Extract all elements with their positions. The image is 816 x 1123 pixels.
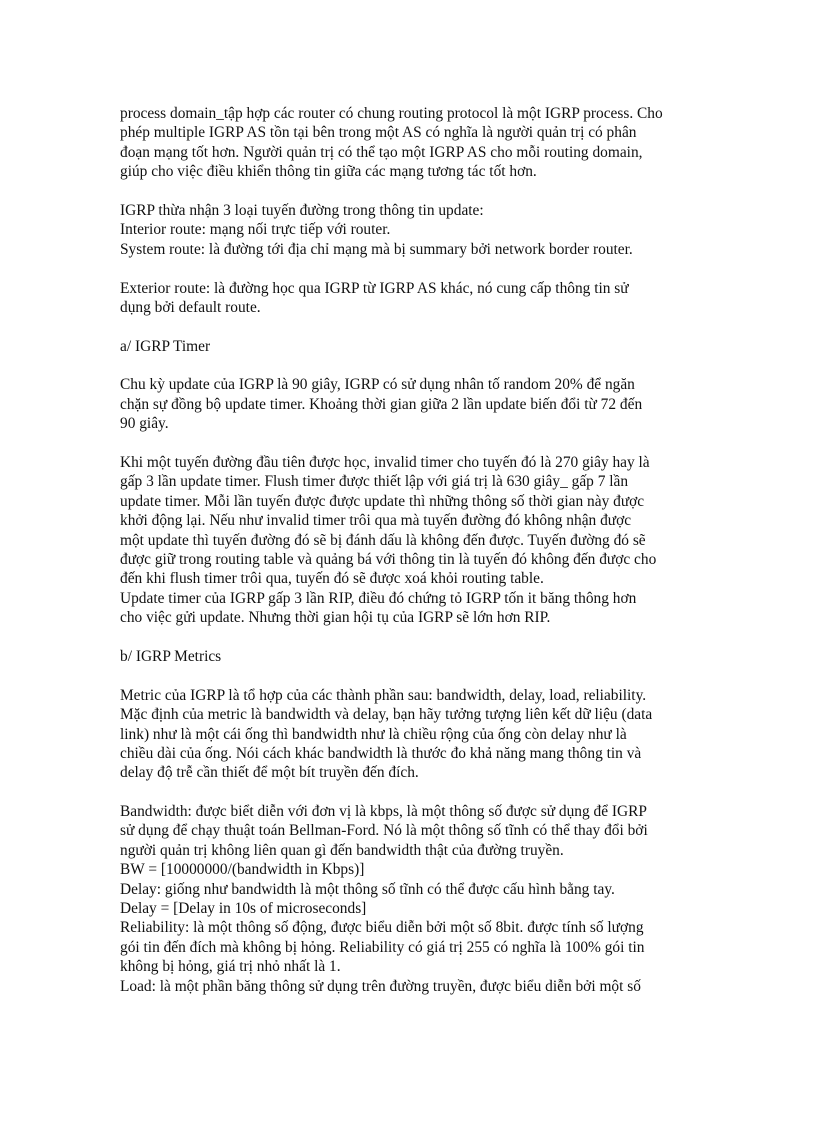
text-line: Load: là một phần băng thông sử dụng trên đường truyền, được biểu diễn bởi một số	[120, 977, 641, 995]
text-line: Bandwidth: được biểt diễn với đơn vị là kbps, là một thông số được sử dụng để IGRP	[120, 803, 647, 821]
blank-line	[120, 356, 710, 375]
blank-line	[120, 628, 710, 647]
text-line: một update thì tuyến đường đó sẽ bị đánh dấu là không đến được. Tuyến đường đó sẽ	[120, 531, 646, 549]
text-line: Metric của IGRP là tổ hợp của các thành phần sau: bandwidth, delay, load, reliability.	[120, 686, 647, 704]
blank-line	[120, 666, 710, 685]
text-line: 90 giây.	[120, 415, 169, 433]
blank-line	[120, 434, 710, 453]
blank-line	[120, 317, 710, 336]
text-line: System route: là đường tới địa chỉ mạng mà bị summary bởi network border router.	[120, 240, 633, 258]
text-line: dụng bởi default route.	[120, 298, 261, 316]
text-line: được giữ trong routing table và quảng bá với thông tin là tuyến đó không đến được cho	[120, 550, 657, 568]
text-line: phép multiple IGRP AS tồn tại bên trong một AS có nghĩa là người quản trị có phân	[120, 124, 637, 142]
text-line: a/ IGRP Timer	[120, 337, 211, 355]
text-line: delay độ trễ cần thiết để một bít truyền đến đích.	[120, 764, 419, 782]
text-line: Khi một tuyến đường đầu tiên được học, invalid timer cho tuyến đó là 270 giây hay là	[120, 454, 650, 472]
text-line: gói tin đến đích mà không bị hỏng. Reliability có giá trị 255 có nghĩa là 100% gói tin	[120, 938, 645, 956]
blank-line	[120, 259, 710, 278]
text-line: link) như là một cái ống thì bandwidth như là chiều rộng của ống còn delay như là	[120, 725, 627, 743]
text-line: cho việc gửi update. Nhưng thời gian hội tụ của IGRP sẽ lớn hơn RIP.	[120, 609, 551, 627]
blank-line	[120, 783, 710, 802]
text-line: Interior route: mạng nối trực tiếp với router.	[120, 221, 391, 239]
text-line: b/ IGRP Metrics	[120, 647, 222, 665]
text-line: Exterior route: là đường học qua IGRP từ IGRP AS khác, nó cung cấp thông tin sử	[120, 279, 629, 297]
text-line: đến khi flush timer trôi qua, tuyến đó sẽ được xoá khỏi routing table.	[120, 570, 544, 588]
text-line: đoạn mạng tốt hơn. Người quản trị có thể tạo một IGRP AS cho mỗi routing domain,	[120, 143, 643, 161]
text-line: không bị hỏng, giá trị nhỏ nhất là 1.	[120, 958, 341, 976]
text-line: IGRP thừa nhận 3 loại tuyến đường trong thông tin update:	[120, 201, 484, 219]
document-body	[120, 104, 710, 996]
text-line: update timer. Mỗi lần tuyến được được update thì những thông số thời gian này được	[120, 492, 645, 510]
text-line: process domain_tập hợp các router có chung routing protocol là một IGRP process. Cho	[120, 105, 663, 122]
text-line: Delay = [Delay in 10s of microseconds]	[120, 900, 367, 918]
text-line: chiều dài của ống. Nói cách khác bandwidth là thước đo khả năng mang thông tin và	[120, 744, 642, 762]
text-line: giúp cho việc điều khiển thông tin giữa các mạng tương tác tốt hơn.	[120, 163, 537, 181]
text-line: Reliability: là một thông số động, được biểu diễn bởi một số 8bit. được tính số lượng	[120, 919, 644, 937]
text-line: khởi động lại. Nếu như invalid timer trôi qua mà tuyến đường đó không nhận được	[120, 512, 632, 530]
text-line: Mặc định của metric là bandwidth và delay, bạn hãy tưởng tượng liên kết dữ liệu (data	[120, 706, 653, 724]
text-line: Delay: giống như bandwidth là một thông số tĩnh có thể được cấu hình bằng tay.	[120, 880, 615, 898]
text-line: chặn sự đồng bộ update timer. Khoảng thời gian giữa 2 lần update biến đổi từ 72 đến	[120, 395, 643, 413]
text-line: BW = [10000000/(bandwidth in Kbps)]	[120, 861, 365, 879]
text-line: Update timer của IGRP gấp 3 lần RIP, điều đó chứng tỏ IGRP tốn it băng thông hơn	[120, 589, 637, 607]
text-line: sử dụng để chạy thuật toán Bellman-Ford. Nó là một thông số tĩnh có thể thay đổi bởi	[120, 822, 648, 840]
text-line: Chu kỳ update của IGRP là 90 giây, IGRP có sử dụng nhân tố random 20% để ngăn	[120, 376, 635, 394]
text-line: người quản trị không liên quan gì đến bandwidth thật của đường truyền.	[120, 841, 564, 859]
text-line: gấp 3 lần update timer. Flush timer được thiết lập với giá trị là 630 giây_ gấp 7 lần	[120, 473, 629, 491]
blank-line	[120, 182, 710, 201]
